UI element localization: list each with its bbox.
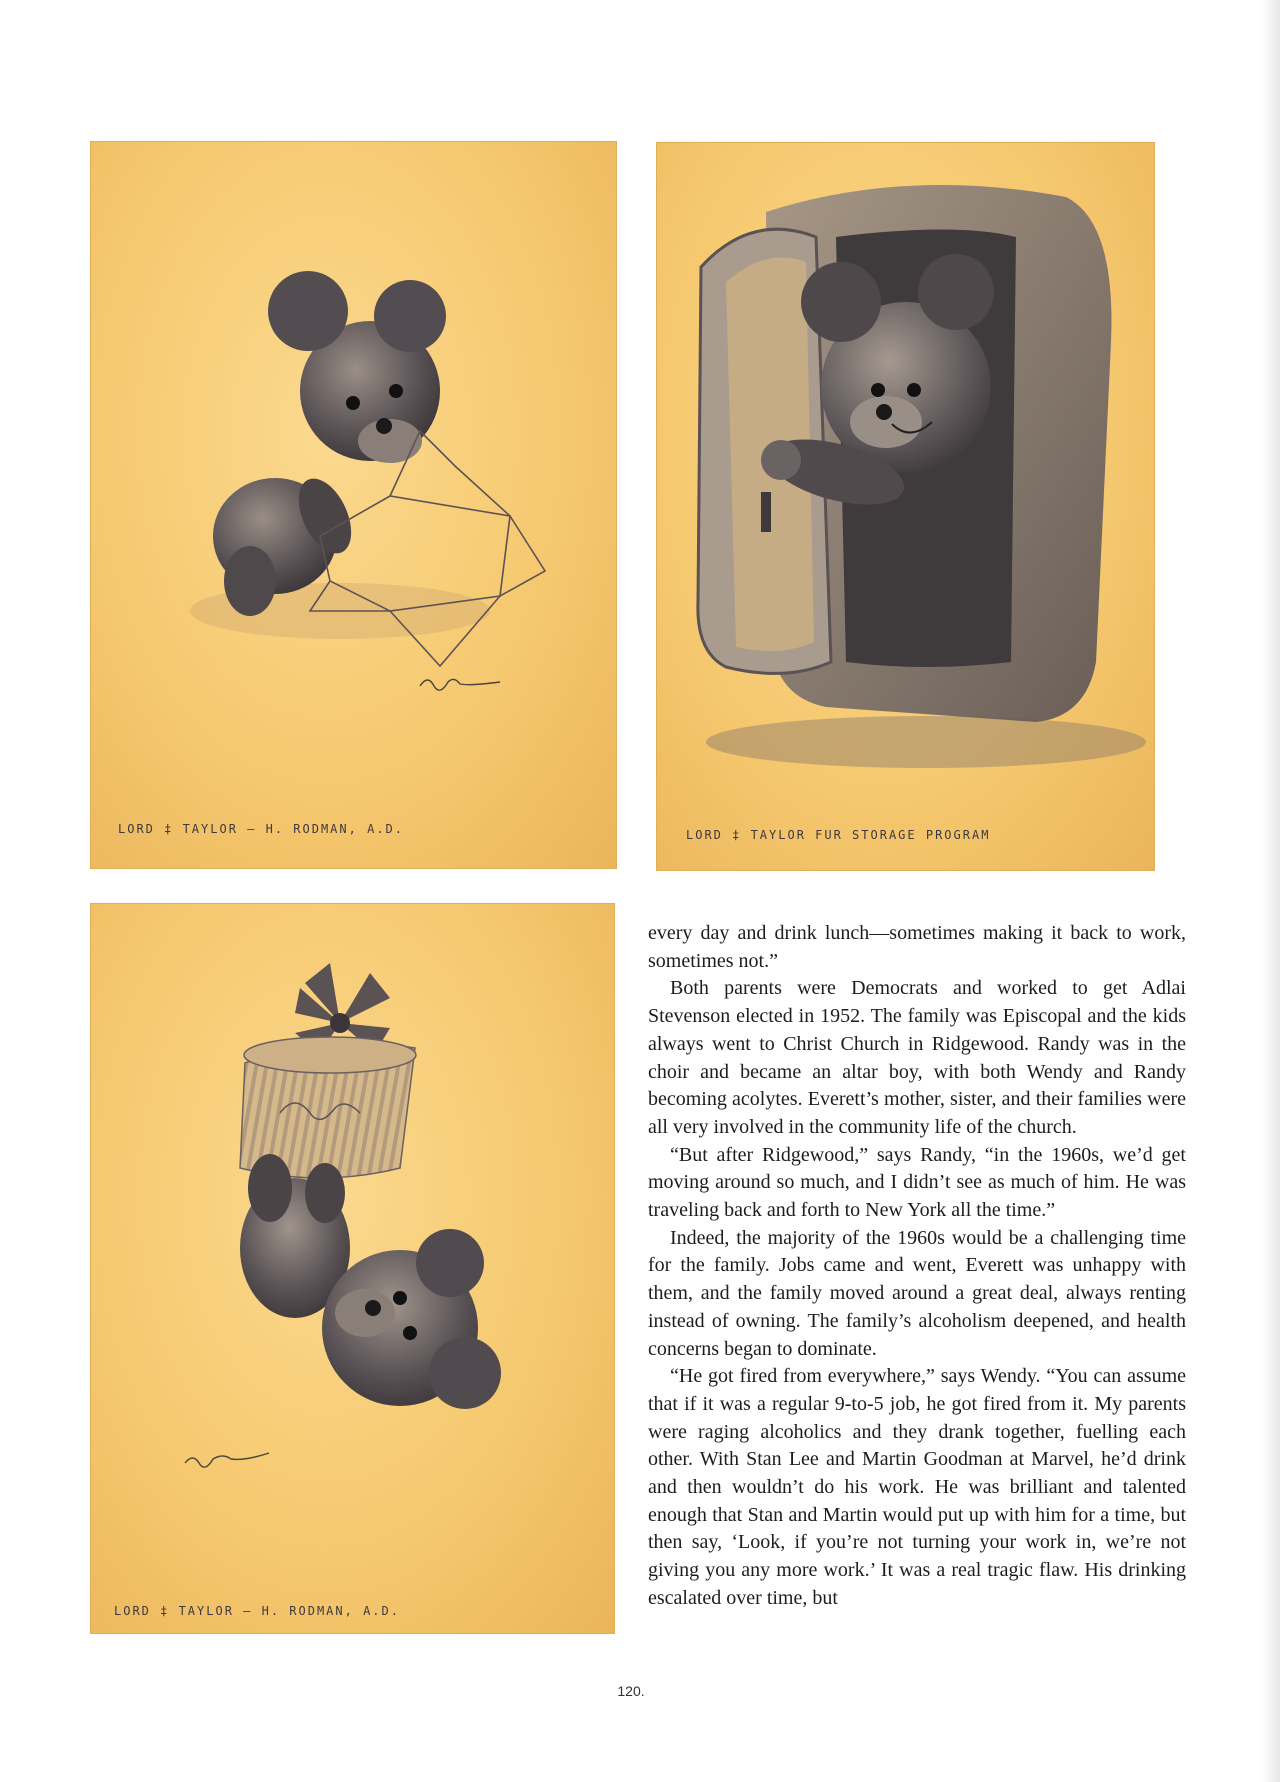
paragraph: Both parents were Democrats and worked to get Adlai Stevenson elected in 1952. The family was Episcopal and the kids always went to Christ Church in Ridgewood. Randy was in the choir and became an altar boy, with both Wendy and Randy becoming acolytes. Everett’s mother, sister, and their families were all very involved in the community life of the church. (648, 977, 1186, 1138)
bear-in-cabinet-drawing (656, 142, 1155, 871)
illustration-bear-with-hatbox (90, 903, 615, 1634)
bear-with-box-drawing (90, 141, 617, 869)
page-number: 120. (617, 1683, 645, 1699)
page-edge (1262, 0, 1280, 1782)
illustration-caption: LORD ‡ TAYLOR — H. RODMAN, A.D. (114, 1604, 400, 1618)
illustration-caption: LORD ‡ TAYLOR — H. RODMAN, A.D. (118, 822, 404, 836)
illustration-bear-in-cabinet (656, 142, 1155, 871)
article-body (648, 920, 1186, 1613)
illustration-bear-with-box (90, 141, 617, 869)
bear-with-hatbox-drawing (90, 903, 615, 1634)
paragraph: every day and drink lunch—sometimes making it back to work, sometimes not.” (648, 922, 1186, 972)
paragraph: “He got fired from everywhere,” says Wendy. “You can assume that if it was a regular 9-to-5 job, he got fired from it. My parents were raging alcoholics and they drank together, fuelling each other. With Stan Lee and Martin Goodman at Marvel, he’d drink and then wouldn’t do his work. He was brilliant and talented enough that Stan and Martin would put up with him for a time, but then say, ‘Look, if you’re not turning your work in, we’re not giving you any more work.’ It was a real tragic flaw. His drinking escalated over time, but (648, 1365, 1186, 1609)
illustration-caption: LORD ‡ TAYLOR FUR STORAGE PROGRAM (686, 828, 991, 842)
paragraph: Indeed, the majority of the 1960s would be a challenging time for the family. Jobs came and went, Everett was unhappy with them, and the family moved around a great deal, always renting instead of owning. The family’s alcoholism deepened, and health concerns began to dominate. (648, 1226, 1186, 1360)
paragraph: “But after Ridgewood,” says Randy, “in the 1960s, we’d get moving around so much, and I didn’t see as much of him. He was traveling back and forth to New York all the time.” (648, 1143, 1186, 1222)
